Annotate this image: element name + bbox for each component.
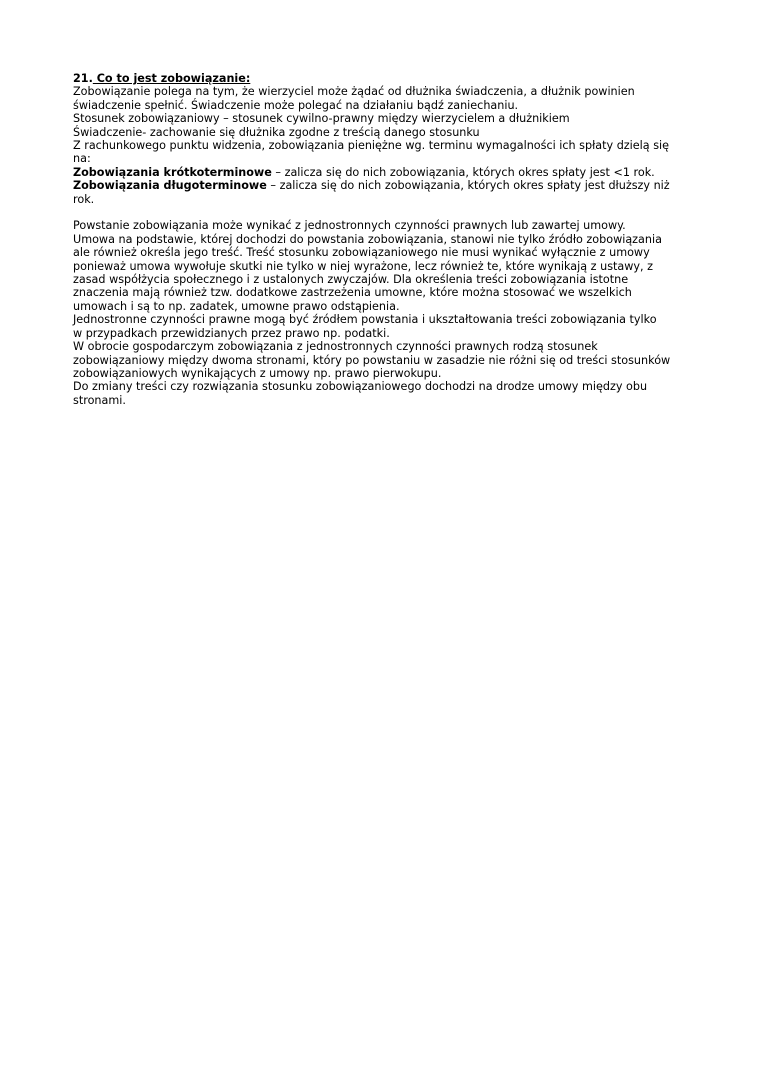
paragraph-gap (73, 206, 693, 219)
paragraph-line: Stosunek zobowiązaniowy – stosunek cywilno-prawny między wierzycielem a dłużnikiem (73, 112, 570, 126)
paragraph-line: ponieważ umowa wywołuje skutki nie tylko w niej wyrażone, lecz również te, które wynikają z ustawy, z (73, 259, 654, 273)
term-long-desc-continued: rok. (73, 192, 95, 206)
term-definition-short (73, 166, 693, 179)
paragraph-line: Jednostronne czynności prawne mogą być źródłem powstania i ukształtowania treści zobowiązania tylko (73, 313, 657, 327)
paragraph-line: W obrocie gospodarczym zobowiązania z jednostronnych czynności prawnych rodzą stosunek (73, 340, 598, 354)
paragraph-line: zobowiązaniowych wynikających z umowy np. prawo pierwokupu. (73, 366, 442, 380)
paragraph-line: Powstanie zobowiązania może wynikać z jednostronnych czynności prawnych lub zawartej umowy. (73, 219, 626, 233)
term-short-desc: – zalicza się do nich zobowiązania, których okres spłaty jest <1 rok. (271, 165, 655, 179)
paragraph-line: na: (73, 152, 91, 166)
paragraph-line: Umowa na podstawie, której dochodzi do powstania zobowiązania, stanowi nie tylko źródło zobowiązania (73, 232, 662, 246)
term-definition-long (73, 179, 693, 192)
paragraph-line: zobowiązaniowy między dwoma stronami, który po powstaniu w zasadzie nie różni się od treści stosunków (73, 353, 671, 367)
section-heading (73, 72, 693, 85)
term-long-desc: – zalicza się do nich zobowiązania, których okres spłaty jest dłuższy niż (266, 179, 670, 193)
term-short-label: Zobowiązania krótkoterminowe (73, 165, 272, 179)
paragraph-line: zasad współżycia społecznego i z ustalonych zwyczajów. Dla określenia treści zobowiązania istotne (73, 273, 629, 287)
paragraph-line: umowach i są to np. zadatek, umowne prawo odstąpienia. (73, 299, 400, 313)
paragraph-line: stronami. (73, 393, 126, 407)
paragraph-line: w przypadkach przewidzianych przez prawo np. podatki. (73, 326, 390, 340)
paragraph-line: znaczenia mają również tzw. dodatkowe zastrzeżenia umowne, które można stosować we wszelkich (73, 286, 632, 300)
paragraph-line: Zobowiązanie polega na tym, że wierzyciel może żądać od dłużnika świadczenia, a dłużnik powinien (73, 85, 635, 99)
paragraph-line: Do zmiany treści czy rozwiązania stosunku zobowiązaniowego dochodzi na drodze umowy między obu (73, 380, 648, 394)
paragraph-line: świadczenie spełnić. Świadczenie może polegać na działaniu bądź zaniechaniu. (73, 98, 519, 112)
paragraph-line: Świadczenie- zachowanie się dłużnika zgodne z treścią danego stosunku (73, 125, 480, 139)
document-content (73, 72, 693, 407)
paragraph-line: ale również określa jego treść. Treść stosunku zobowiązaniowego nie musi wynikać wyłącznie z umowy (73, 246, 650, 260)
section-number: 21. (73, 72, 93, 85)
term-long-label: Zobowiązania długoterminowe (73, 179, 267, 193)
section-title: Co to jest zobowiązanie: (92, 72, 251, 85)
paragraph-line: Z rachunkowego punktu widzenia, zobowiązania pieniężne wg. terminu wymagalności ich spłaty dzielą się (73, 139, 670, 153)
